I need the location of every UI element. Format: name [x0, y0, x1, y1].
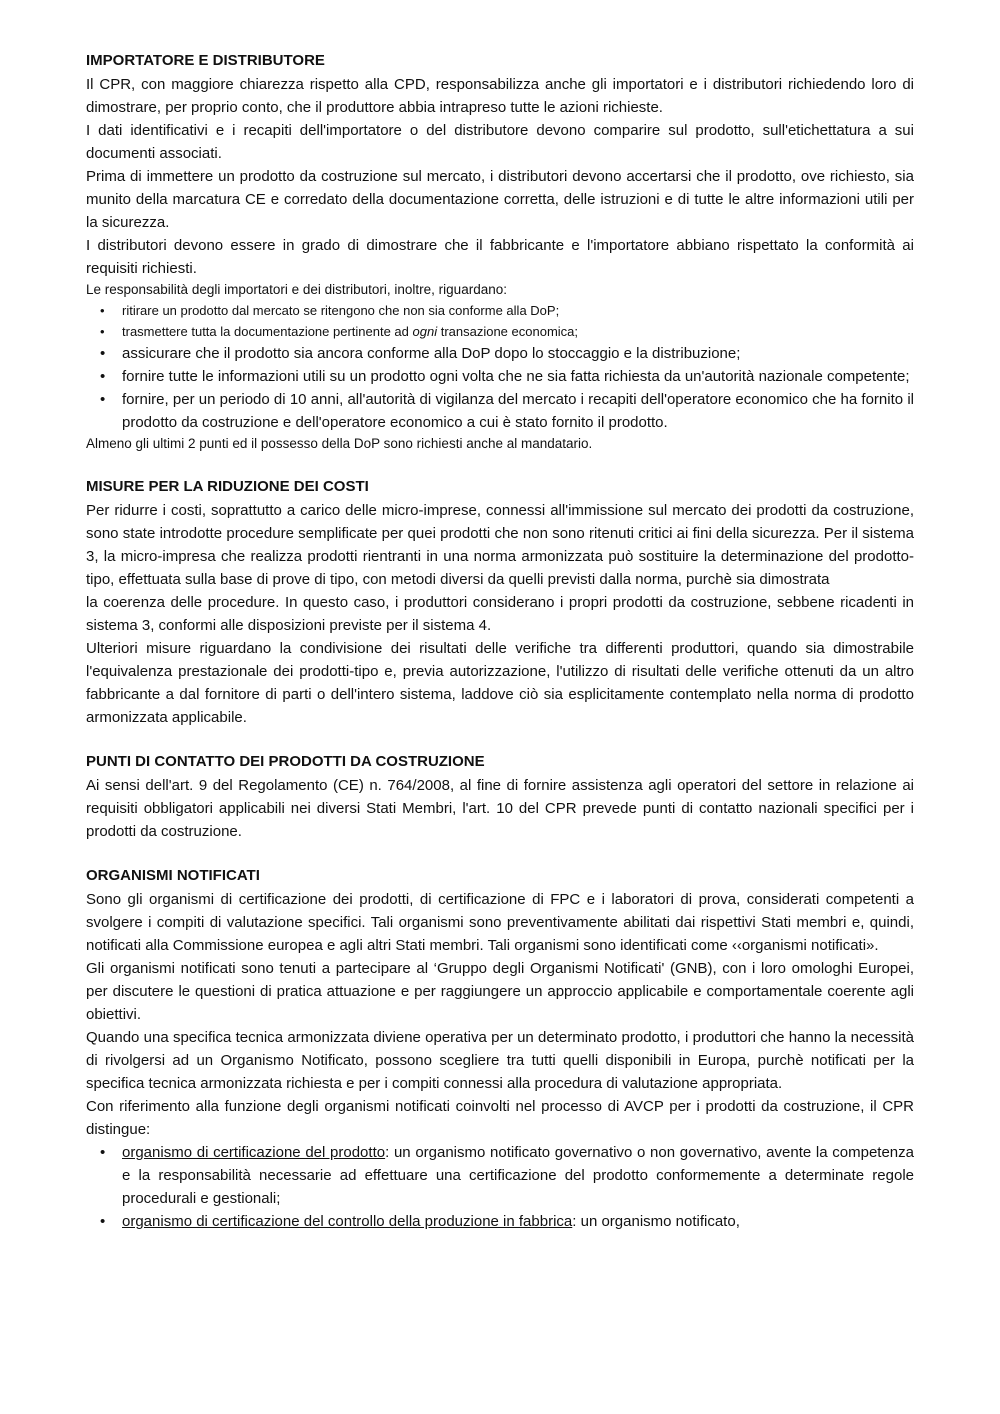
list-item: • assicurare che il prodotto sia ancora conforme alla DoP dopo lo stoccaggio e la distribuzione;: [122, 342, 914, 365]
paragraph: Le responsabilità degli importatori e dei distributori, inoltre, riguardano:: [86, 282, 507, 297]
paragraph: Ulteriori misure riguardano la condivisione dei risultati delle verifiche tra differenti produttori, quando sia dimostrabile l'equivalenza prestazionale dei prodotti-tipo e, previa autorizzazione, l'utilizzo di risultati delle verifiche ottenuti da un altro fabbricante a dal fornitore di parti o dell'intero sistema, laddove ciò sia esplicitamente contemplato nella norma di prodotto armonizzata applicabile.: [86, 640, 914, 726]
paragraph: Con riferimento alla funzione degli organismi notificati coinvolti nel processo di AVCP per i prodotti da costruzione, il CPR distingue:: [86, 1098, 914, 1138]
paragraph: Sono gli organismi di certificazione dei prodotti, di certificazione di FPC e i laboratori di prova, considerati competenti a svolgere i compiti di valutazione specifici. Tali organismi sono preventivamente abilitati dai rispettivi Stati membri e, quindi, notificati alla Commissione europea e agli altri Stati membri. Tali organismi sono identificati come ‹‹organismi notificati».: [86, 891, 914, 954]
bullet-icon: •: [100, 345, 106, 362]
paragraph: Almeno gli ultimi 2 punti ed il possesso della DoP sono richiesti anche al mandatario.: [86, 436, 593, 451]
bullet-icon: •: [100, 324, 105, 339]
paragraph: Ai sensi dell'art. 9 del Regolamento (CE) n. 764/2008, al fine di fornire assistenza agli operatori del settore in relazione ai requisiti obbligatori applicabili nei diversi Stati Membri, l'art. 10 del CPR prevede punti di contatto nazionali specifici per i prodotti da costruzione.: [86, 777, 914, 840]
bullet-icon: •: [100, 1213, 106, 1230]
list-item: • trasmettere tutta la documentazione pertinente ad ogni transazione economica;: [122, 321, 914, 342]
paragraph: la coerenza delle procedure. In questo caso, i produttori considerano i propri prodotti da costruzione, sebbene ricadenti in sistema 3, conformi alle disposizioni previste per il sistema 4.: [86, 594, 914, 634]
list-item: • fornire, per un periodo di 10 anni, all'autorità di vigilanza del mercato i recapiti dell'operatore economico che ha fornito il prodotto da costruzione e dell'operatore economico a cui è stato fornito il prodotto.: [122, 388, 914, 434]
section-title-organismi: ORGANISMI NOTIFICATI: [86, 867, 260, 884]
list-item: • organismo di certificazione del prodotto: un organismo notificato governativo o non governativo, avente la competenza e la responsabilità necessarie ad effettuare una certificazione del prodotto conformemente a determinate regole procedurali e gestionali;: [122, 1141, 914, 1210]
paragraph: Gli organismi notificati sono tenuti a partecipare al ‘Gruppo degli Organismi Notificati' (GNB), con i loro omologhi Europei, per discutere le questioni di pratica attuazione e per raggiungere un approccio applicabile e comportamentale coerente agli obiettivi.: [86, 960, 914, 1023]
section-title-importatore: IMPORTATORE E DISTRIBUTORE: [86, 52, 325, 69]
paragraph: Il CPR, con maggiore chiarezza rispetto alla CPD, responsabilizza anche gli importatori e i distributori richiedendo loro di dimostrare, per proprio conto, che il produttore abbia intrapreso tutte le azioni richieste.: [86, 76, 914, 116]
bullet-icon: •: [100, 368, 106, 385]
paragraph: Quando una specifica tecnica armonizzata diviene operativa per un determinato prodotto, i produttori che hanno la necessità di rivolgersi ad un Organismo Notificato, possono scegliere tra tutti quelli disponibili in Europa, purchè notificati per la specifica tecnica armonizzata richiesta e per i compiti connessi alla procedura di valutazione appropriata.: [86, 1029, 914, 1092]
section-title-misure: MISURE PER LA RIDUZIONE DEI COSTI: [86, 478, 369, 495]
section-title-punti-contatto: PUNTI DI CONTATTO DEI PRODOTTI DA COSTRUZIONE: [86, 753, 485, 770]
paragraph: I dati identificativi e i recapiti dell'importatore o del distributore devono comparire sul prodotto, sull'etichettatura a sui documenti associati.: [86, 122, 914, 162]
document-page: [86, 50, 914, 1233]
paragraph: Per ridurre i costi, soprattutto a carico delle micro-imprese, connessi all'immissione sul mercato dei prodotti da costruzione, sono state introdotte procedure semplificate per quei prodotti che non sono ritenuti critici ai fini della sicurezza. Per il sistema 3, la micro-impresa che realizza prodotti rientranti in una norma armonizzata può sostituire la determinazione del prodotto-tipo, effettuata sulla base di prove di tipo, con metodi diversi da quelli previsti dalla norma, purchè sia dimostrata: [86, 502, 914, 588]
list-item: • ritirare un prodotto dal mercato se ritengono che non sia conforme alla DoP;: [122, 300, 914, 321]
paragraph: I distributori devono essere in grado di dimostrare che il fabbricante e l'importatore abbiano rispettato la conformità ai requisiti richiesti.: [86, 237, 914, 277]
bullet-icon: •: [100, 391, 106, 408]
responsibilities-list: [86, 300, 914, 434]
list-item: • fornire tutte le informazioni utili su un prodotto ogni volta che ne sia fatta richiesta da un'autorità nazionale competente;: [122, 365, 914, 388]
organismi-list: [86, 1141, 914, 1233]
bullet-icon: •: [100, 1144, 106, 1161]
list-item: • organismo di certificazione del controllo della produzione in fabbrica: un organismo notificato,: [122, 1210, 914, 1233]
paragraph: Prima di immettere un prodotto da costruzione sul mercato, i distributori devono accertarsi che il prodotto, ove richiesto, sia munito della marcatura CE e corredato della documentazione corretta, delle istruzioni e di tutte le altre informazioni utili per la sicurezza.: [86, 168, 914, 231]
bullet-icon: •: [100, 303, 105, 318]
